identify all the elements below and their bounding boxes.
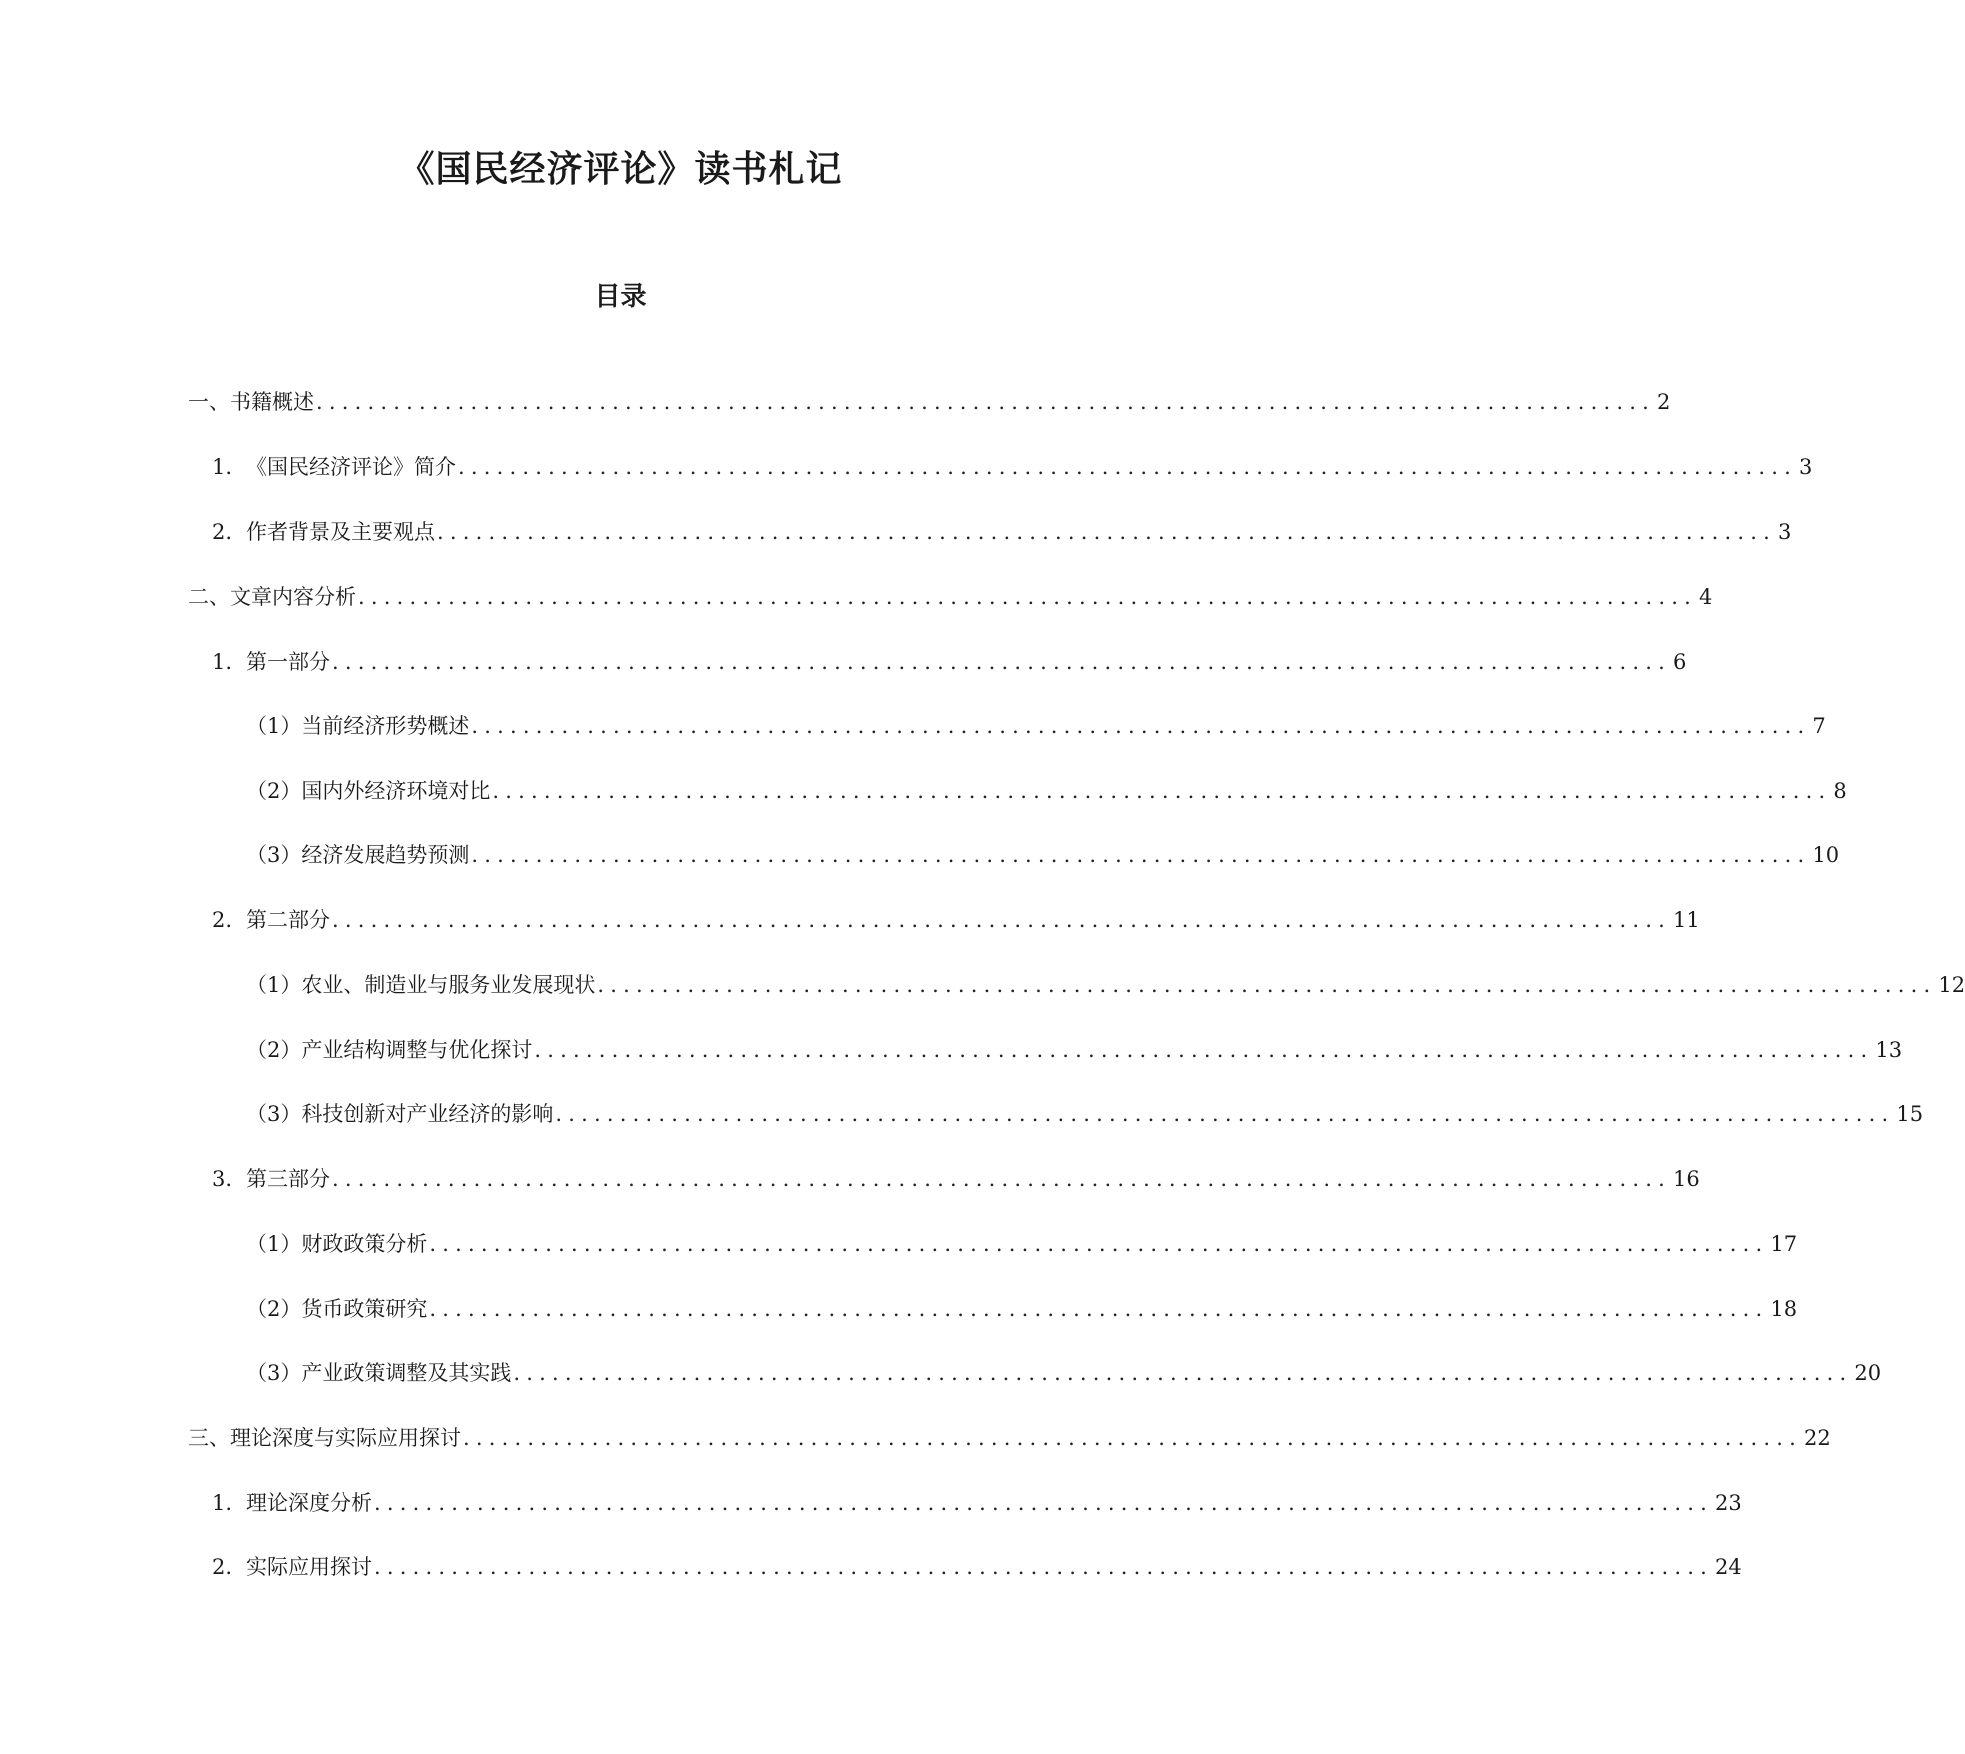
toc-entry-page: 4 [1699,585,1713,609]
document-title: 《国民经济评论》读书札记 [398,149,843,190]
toc-entry-page: 15 [1896,1102,1924,1126]
toc-entry-page: 8 [1833,779,1847,803]
toc-entry-label: （1）当前经济形势概述 [246,714,470,738]
toc-leader: ........................................................................................................ [534,1038,1874,1062]
toc-entry[interactable] [212,1552,1742,1582]
toc-leader: ........................................................................................................ [429,1297,1769,1321]
toc-entry[interactable] [246,1099,1924,1129]
toc-leader: ........................................................................................................ [471,714,1811,738]
toc-entry-page: 6 [1673,650,1687,674]
toc-entry[interactable] [246,1035,1903,1065]
toc-heading: 目录 [594,282,647,312]
toc-leader: ........................................................................................................ [316,390,1656,414]
toc-entry-number: 2. [212,1555,233,1579]
toc-entry[interactable] [212,452,1813,482]
toc-entry-page: 23 [1715,1491,1742,1515]
toc-leader: ........................................................................................................ [358,585,1698,609]
toc-leader: ........................................................................................................ [374,1491,1714,1515]
toc-leader: ........................................................................................................ [374,1555,1714,1579]
toc-entry[interactable] [246,776,1847,806]
toc-entry-page: 10 [1812,843,1840,867]
toc-entry-number: 2. [212,908,233,932]
toc-entry-page: 24 [1715,1555,1742,1579]
toc-entry-label: 一、书籍概述 [188,390,314,414]
toc-entry-page: 13 [1875,1038,1903,1062]
toc-entry-label: （2）产业结构调整与优化探讨 [246,1038,533,1062]
toc-entry[interactable] [212,1488,1742,1518]
toc-entry-page: 2 [1657,390,1671,414]
toc-leader: ........................................................................................................ [332,908,1672,932]
toc-entry-label: （1）财政政策分析 [246,1232,428,1256]
toc-entry-number: 3. [212,1167,233,1191]
toc-entry-label: 第二部分 [246,908,330,932]
toc-entry-number: 1. [212,1491,233,1515]
toc-entry[interactable] [212,905,1700,935]
toc-leader: ........................................................................................................ [513,1361,1853,1385]
toc-entry-number: 2. [212,520,233,544]
toc-entry-page: 16 [1673,1167,1700,1191]
toc-entry-label: （3）产业政策调整及其实践 [246,1361,512,1385]
toc-entry[interactable] [246,711,1826,741]
toc-entry-page: 20 [1854,1361,1882,1385]
toc-entry-page: 17 [1770,1232,1798,1256]
toc-leader: ........................................................................................................ [332,650,1672,674]
toc-entry-label: 第三部分 [246,1167,330,1191]
toc-entry-number: 1. [212,455,233,479]
toc-entry-page: 22 [1804,1426,1831,1450]
toc-entry[interactable] [246,1229,1798,1259]
toc-entry[interactable] [188,1423,1831,1453]
toc-leader: ........................................................................................................ [597,973,1937,997]
toc-entry-label: 作者背景及主要观点 [246,520,435,544]
toc-leader: ........................................................................................................ [429,1232,1769,1256]
toc-entry-label: （2）国内外经济环境对比 [246,779,491,803]
toc-entry-label: 《国民经济评论》简介 [246,455,456,479]
toc-entry-page: 12 [1938,973,1965,997]
toc-entry-label: 理论深度分析 [246,1491,372,1515]
toc-leader: ........................................................................................................ [332,1167,1672,1191]
toc-entry[interactable] [212,647,1687,677]
toc-entry-page: 7 [1812,714,1826,738]
toc-entry-label: 实际应用探讨 [246,1555,372,1579]
toc-entry-number: 1. [212,650,233,674]
toc-entry[interactable] [212,1164,1700,1194]
toc-leader: ........................................................................................................ [458,455,1798,479]
toc-entry-label: （1）农业、制造业与服务业发展现状 [246,973,596,997]
toc-entry-label: 二、文章内容分析 [188,585,356,609]
toc-entry-label: 三、理论深度与实际应用探讨 [188,1426,461,1450]
toc-entry[interactable] [246,1358,1882,1388]
toc-entry-page: 11 [1673,908,1700,932]
toc-leader: ........................................................................................................ [463,1426,1803,1450]
toc-entry[interactable] [246,840,1840,870]
toc-entry[interactable] [212,517,1792,547]
toc-entry-label: 第一部分 [246,650,330,674]
toc-entry[interactable] [246,1294,1798,1324]
toc-entry[interactable] [188,387,1671,417]
toc-entry-page: 3 [1778,520,1792,544]
toc-entry-label: （2）货币政策研究 [246,1297,428,1321]
toc-entry[interactable] [246,970,1965,1000]
toc-leader: ........................................................................................................ [437,520,1777,544]
toc-entry-page: 3 [1799,455,1813,479]
toc-entry-page: 18 [1770,1297,1798,1321]
toc-entry[interactable] [188,582,1713,612]
toc-leader: ........................................................................................................ [471,843,1811,867]
toc-leader: ........................................................................................................ [555,1102,1895,1126]
toc-entry-label: （3）科技创新对产业经济的影响 [246,1102,554,1126]
toc-entry-label: （3）经济发展趋势预测 [246,843,470,867]
toc-leader: ........................................................................................................ [492,779,1832,803]
